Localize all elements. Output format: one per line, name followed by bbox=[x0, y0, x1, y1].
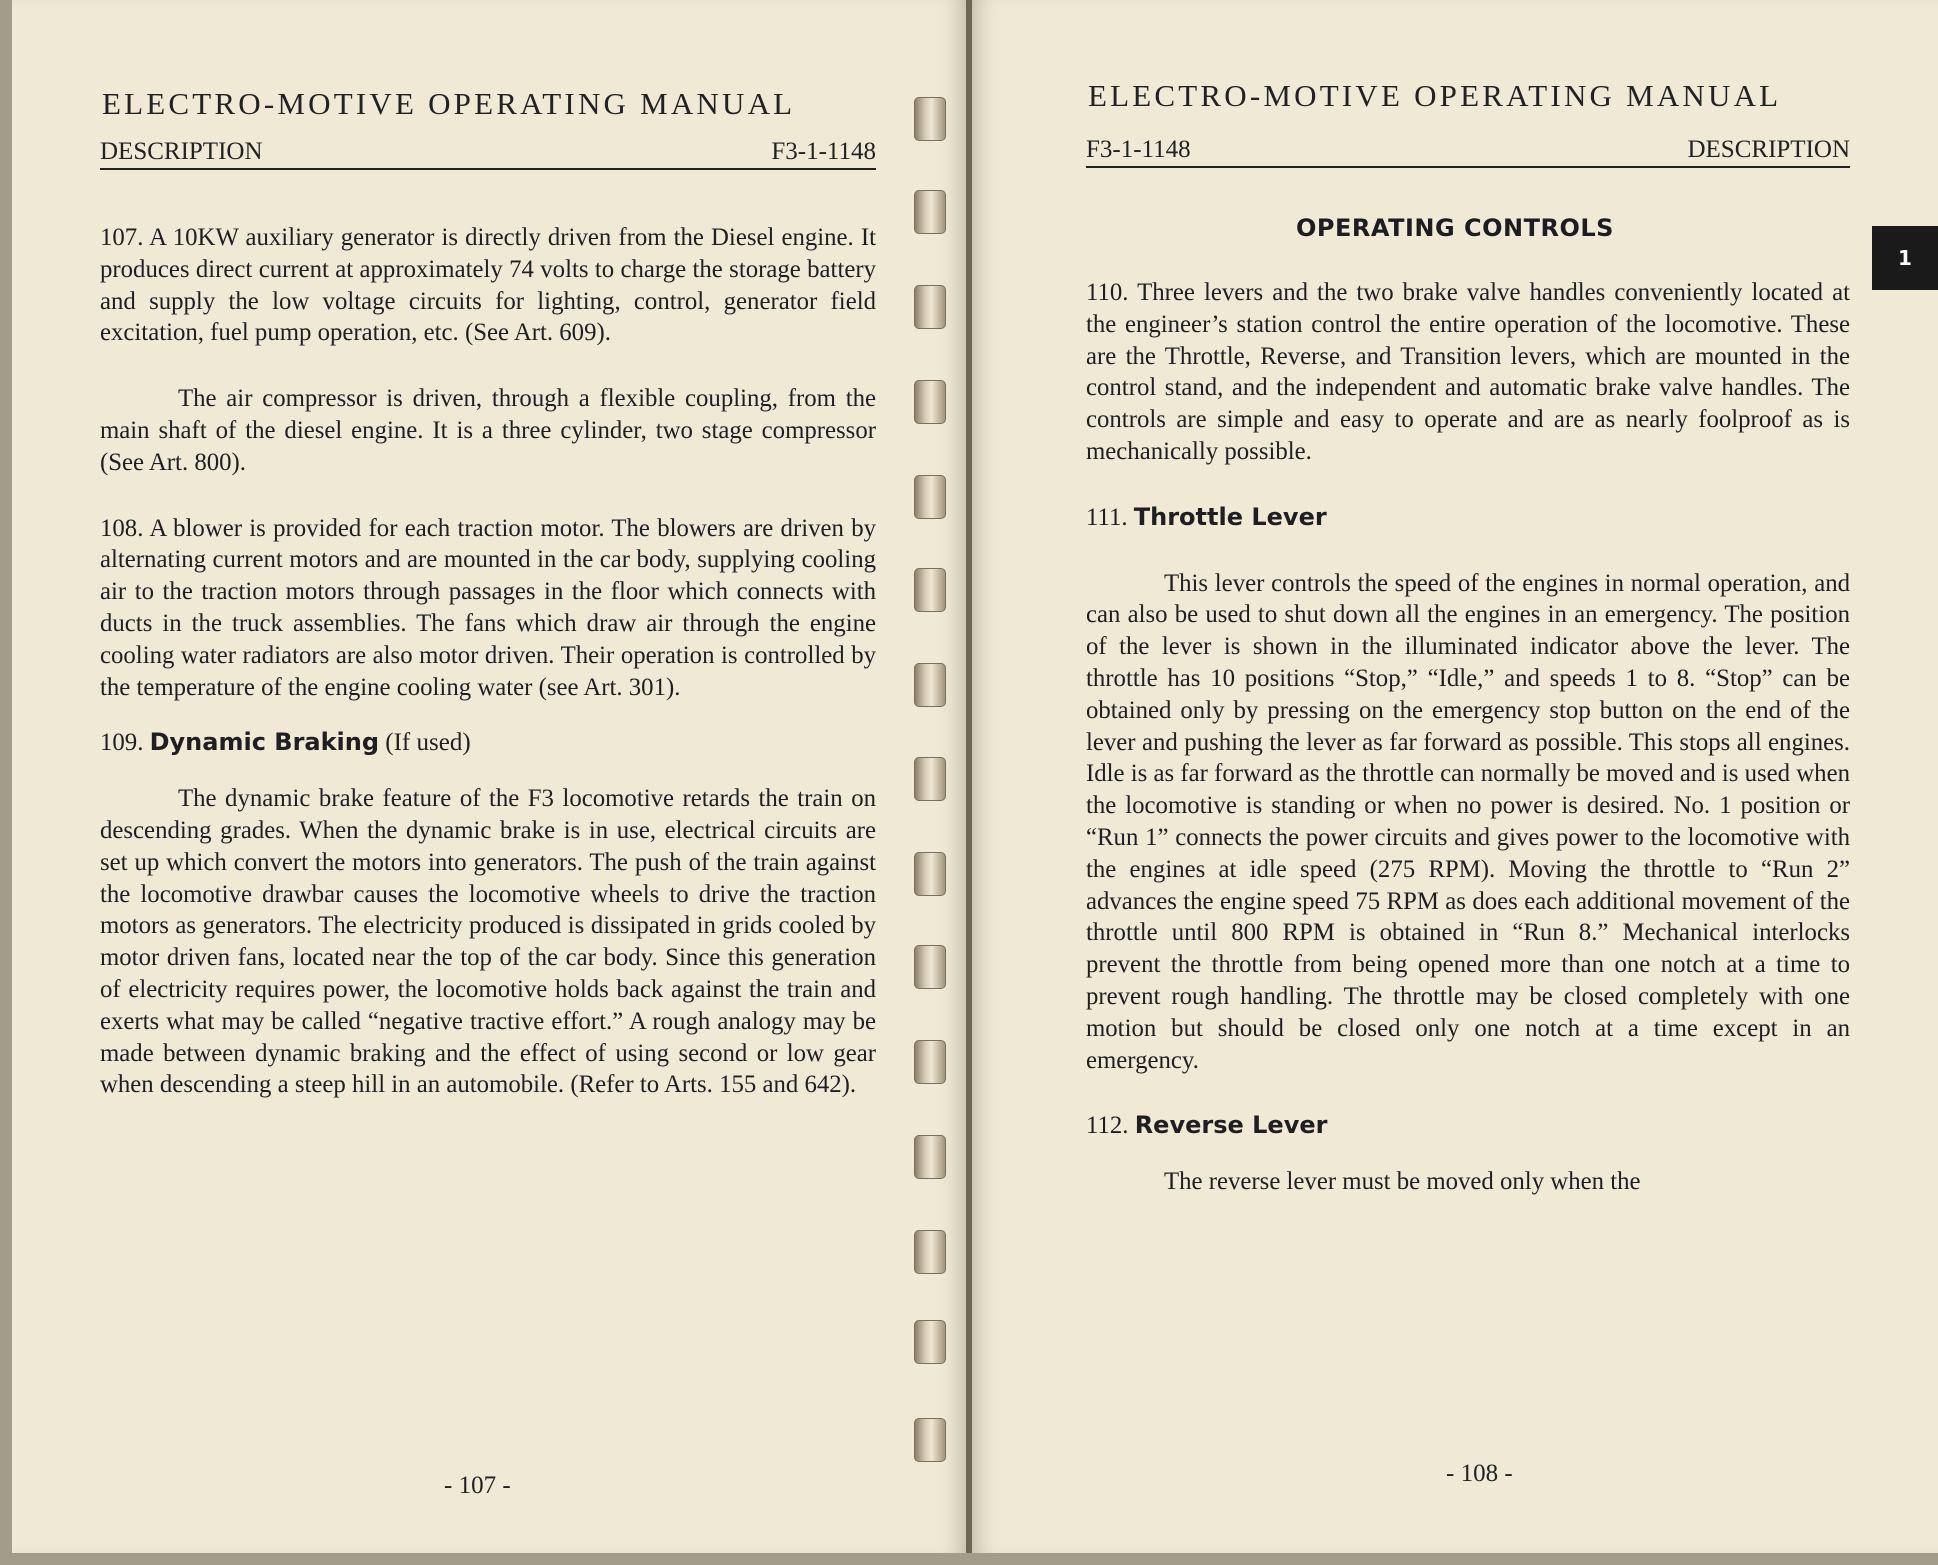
subhead-section: DESCRIPTION bbox=[100, 138, 263, 165]
subhead-code: F3-1-1148 bbox=[771, 138, 876, 165]
section-number: 109. bbox=[100, 729, 144, 757]
section-number: 111. bbox=[1086, 503, 1128, 531]
chapter-tab: 1 bbox=[1872, 226, 1938, 290]
binding-ring bbox=[914, 1230, 946, 1274]
section-heading: OPERATING CONTROLS bbox=[1296, 214, 1614, 242]
paragraph-compressor: The air compressor is driven, through a flexible coupling, from the main shaft of the diesel engine. It is a three cylinder, two stage compressor (See Art. 800). bbox=[100, 385, 876, 476]
binding-ring bbox=[914, 1418, 946, 1462]
heading-111 bbox=[1086, 502, 1850, 534]
running-head: ELECTRO-MOTIVE OPERATING MANUAL bbox=[102, 86, 796, 121]
subhead-code: F3-1-1148 bbox=[1086, 136, 1191, 163]
paragraph-107: 107. A 10KW auxiliary generator is directly driven from the Diesel engine. It produces direct current at approximately 74 volts to charge the storage battery and supply the low voltage circuits for lighting, control, generator field excitation, fuel pump operation, etc. (See Art. 609). bbox=[100, 224, 876, 347]
binding-ring bbox=[914, 757, 946, 801]
binding-ring bbox=[914, 1040, 946, 1084]
paragraph-112: The reverse lever must be moved only when the bbox=[1164, 1168, 1641, 1196]
binding-ring bbox=[914, 1135, 946, 1179]
section-title: Throttle Lever bbox=[1133, 502, 1327, 531]
binding-ring bbox=[914, 97, 946, 141]
binding-ring bbox=[914, 663, 946, 707]
heading-112 bbox=[1086, 1110, 1850, 1142]
right-page bbox=[972, 0, 1938, 1553]
binding-ring bbox=[914, 945, 946, 989]
left-body bbox=[100, 222, 876, 1101]
subhead-section: DESCRIPTION bbox=[1687, 136, 1850, 163]
binding-ring bbox=[914, 190, 946, 234]
binding-ring bbox=[914, 852, 946, 896]
section-title: Reverse Lever bbox=[1134, 1111, 1328, 1140]
running-head: ELECTRO-MOTIVE OPERATING MANUAL bbox=[1088, 78, 1782, 113]
section-title: Dynamic Braking bbox=[149, 728, 380, 757]
binding-ring bbox=[914, 1320, 946, 1364]
right-body bbox=[1086, 277, 1850, 1198]
paragraph-111: This lever controls the speed of the engines in normal operation, and can also be used to shut down all the engines in an emergency. The position of the lever is shown in the illuminated indicator above the lever. The throttle has 10 positions “Stop,” “Idle,” and speeds 1 to 8. “Stop” can be obtained only by pressing on the emergency stop button on the end of the lever and pushing the lever as far forward as possible. This stops all engines. Idle is as far forward as the throttle can normally be moved and is used when the locomotive is standing or when no power is desired. No. 1 position or “Run 1” connects the power circuits and gives power to the locomotive with the engines at idle speed (275 RPM). Moving the throttle to “Run 2” advances the engine speed 75 RPM as does each additional movement of the throttle until 800 RPM is obtained in “Run 8.” Mechanical interlocks prevent the throttle from being opened more than one notch at a time to prevent rough handling. The throttle may be closed completely with one motion but should be closed only one notch at a time except in an emergency. bbox=[1086, 569, 1850, 1074]
paragraph-110: 110. Three levers and the two brake valve handles conveniently located at the engineer’s station control the entire operation of the locomotive. These are the Throttle, Reverse, and Transition levers, which are mounted in the control stand, and the independent and automatic brake valve handles. The controls are simple and easy to operate and are as nearly foolproof as is mechanically possible. bbox=[1086, 279, 1850, 465]
page-number: - 107 - bbox=[444, 1472, 511, 1499]
page-subhead bbox=[100, 138, 876, 170]
paragraph-108: 108. A blower is provided for each traction motor. The blowers are driven by alternating current motors and are mounted in the car body, supplying cooling air to the traction motors through passages in the floor which connects with ducts in the truck assemblies. The fans which draw air through the engine cooling water radiators are also motor driven. Their operation is controlled by the temperature of the engine cooling water (see Art. 301). bbox=[100, 514, 876, 701]
binding-ring bbox=[914, 568, 946, 612]
binding-ring bbox=[914, 380, 946, 424]
paragraph-109: The dynamic brake feature of the F3 locomotive retards the train on descending grades. When the dynamic brake is in use, electrical circuits are set up which convert the motors into generators. The push of the train against the locomotive drawbar causes the locomotive wheels to drive the traction motors as generators. The electricity produced is dissipated in grids cooled by motor driven fans, located near the top of the car body. Since this generation of electricity requires power, the locomotive holds back against the train and exerts what may be called “negative tractive effort.” A rough analogy may be made between dynamic braking and the effect of using second or low gear when descending a steep hill in an automobile. (Refer to Arts. 155 and 642). bbox=[100, 785, 876, 1099]
heading-109 bbox=[100, 727, 876, 759]
page-number: - 108 - bbox=[1446, 1460, 1513, 1487]
page-subhead bbox=[1086, 136, 1850, 168]
section-number: 112. bbox=[1086, 1112, 1129, 1140]
section-note: (If used) bbox=[385, 729, 471, 757]
binding-ring bbox=[914, 285, 946, 329]
left-page bbox=[12, 0, 966, 1553]
binding-ring bbox=[914, 475, 946, 519]
